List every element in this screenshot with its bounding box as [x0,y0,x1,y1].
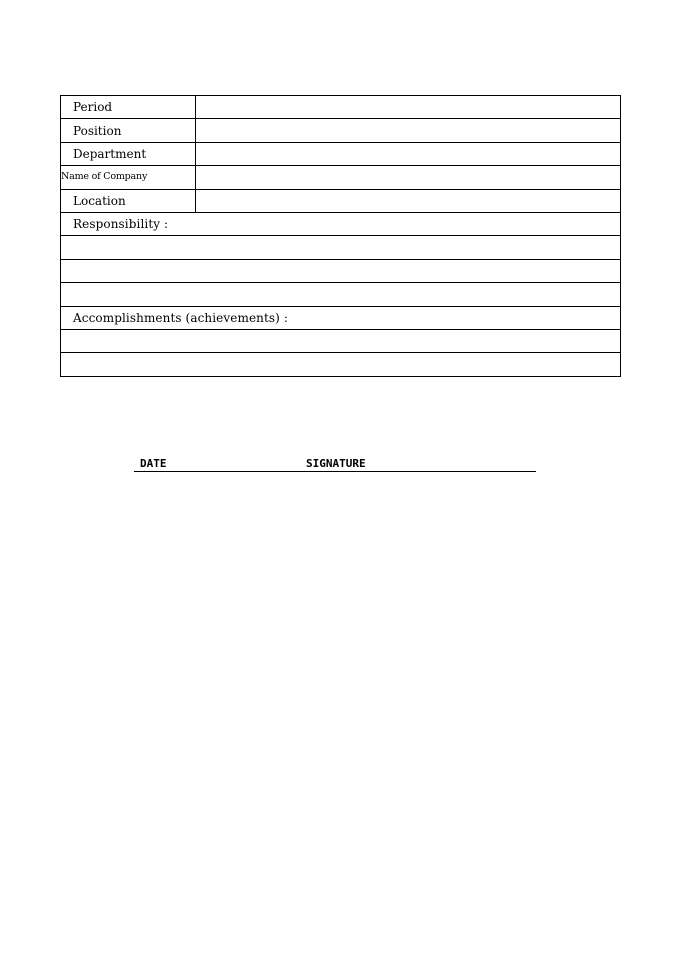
responsibility-entry-2[interactable] [61,259,621,282]
accomplishments-line-1 [61,329,621,352]
responsibility-line-1 [61,236,621,259]
signature-label: SIGNATURE [306,457,366,470]
accomplishments-line-2 [61,353,621,376]
signature-line[interactable] [134,456,536,472]
period-field[interactable] [196,96,621,119]
company-name-row [61,166,621,189]
department-field[interactable] [196,142,621,165]
responsibility-heading-row [61,212,621,235]
period-row [61,96,621,119]
responsibility-line-2 [61,259,621,282]
department-label: Department [61,142,196,165]
accomplishments-heading: Accomplishments (achievements) : [61,306,621,329]
responsibility-entry-1[interactable] [61,236,621,259]
responsibility-entry-3[interactable] [61,283,621,306]
responsibility-line-3 [61,283,621,306]
location-label: Location [61,189,196,212]
period-label: Period [61,96,196,119]
company-name-label: Name of Company [61,166,196,189]
department-row [61,142,621,165]
career-history-form [60,95,621,377]
location-field[interactable] [196,189,621,212]
date-label: DATE [140,457,167,470]
position-label: Position [61,119,196,142]
responsibility-heading: Responsibility : [61,212,621,235]
location-row [61,189,621,212]
accomplishments-heading-row [61,306,621,329]
accomplishments-entry-1[interactable] [61,329,621,352]
company-name-field[interactable] [196,166,621,189]
accomplishments-entry-2[interactable] [61,353,621,376]
position-field[interactable] [196,119,621,142]
position-row [61,119,621,142]
